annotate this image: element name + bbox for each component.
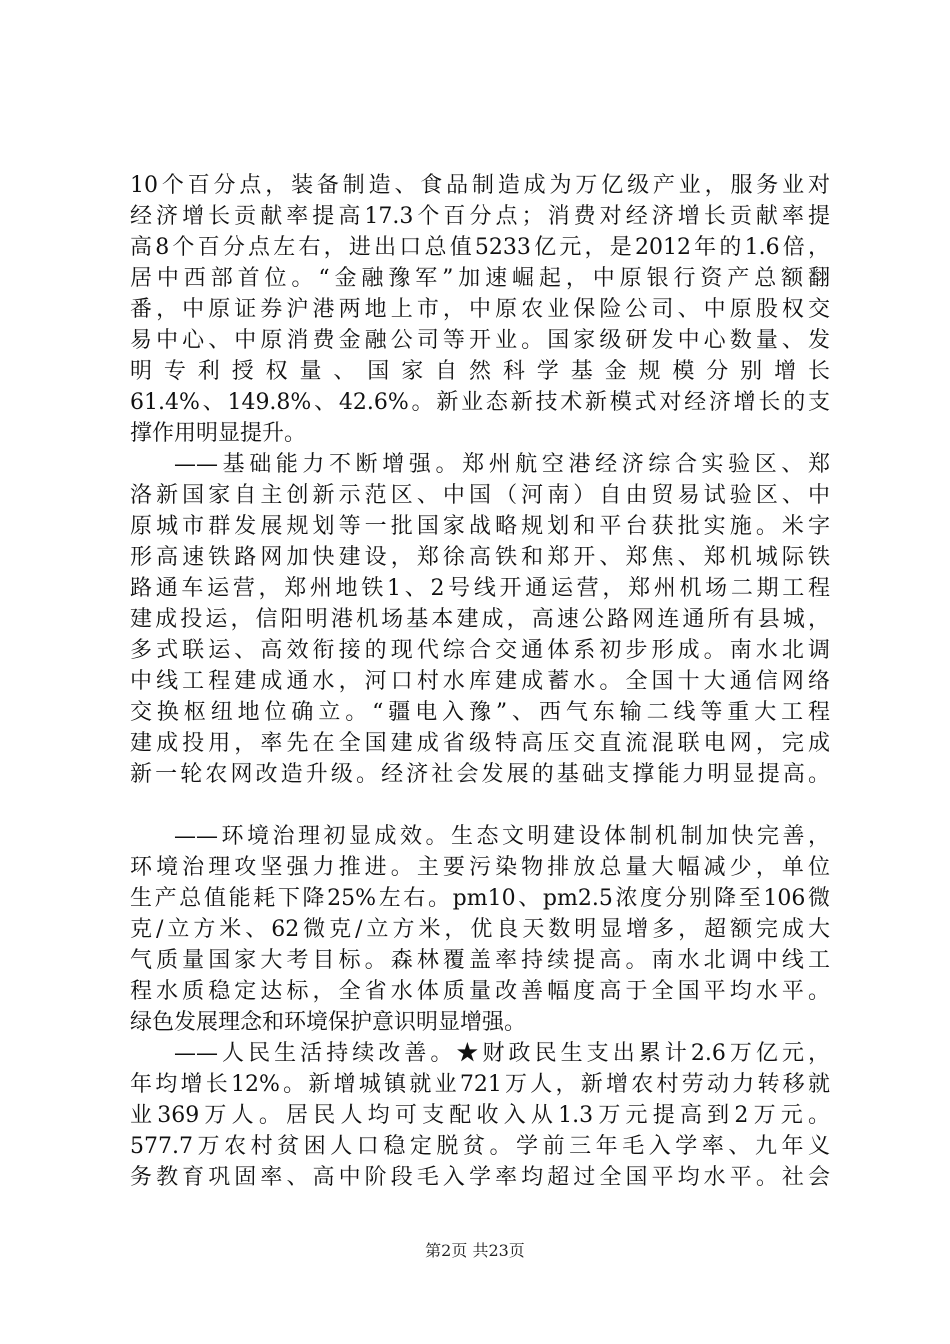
text-line: 气质量国家大考目标。森林覆盖率持续提高。南水北调中线工	[130, 948, 830, 973]
text-line: 程水质稳定达标，全省水体质量改善幅度高于全国平均水平。	[130, 979, 830, 1004]
text-line: 路通车运营，郑州地铁1、2号线开通运营，郑州机场二期工程	[130, 576, 830, 601]
text-line: 克/立方米、62微克/立方米，优良天数明显增多，超额完成大	[130, 917, 830, 942]
text-line: 交换枢纽地位确立。“疆电入豫”、西气东输二线等重大工程	[130, 700, 830, 725]
paragraph-start-line: ——环境治理初显成效。生态文明建设体制机制加快完善，	[174, 824, 830, 849]
text-line: 番，中原证券沪港两地上市，中原农业保险公司、中原股权交	[130, 297, 830, 322]
paragraph-gap	[130, 790, 830, 821]
text-line: 10个百分点，装备制造、食品制造成为万亿级产业，服务业对	[130, 173, 830, 198]
text-line: 撑作用明显提升。	[130, 421, 307, 446]
text-line: 高8个百分点左右，进出口总值5233亿元，是2012年的1.6倍，	[130, 235, 830, 260]
text-line: 61.4%、149.8%、42.6%。新业态新技术新模式对经济增长的支	[130, 390, 830, 415]
paragraph-start-line: ——基础能力不断增强。郑州航空港经济综合实验区、郑	[174, 452, 830, 477]
text-line: 经济增长贡献率提高17.3个百分点；消费对经济增长贡献率提	[130, 204, 830, 229]
text-line: 绿色发展理念和环境保护意识明显增强。	[130, 1010, 527, 1035]
text-line: 原城市群发展规划等一批国家战略规划和平台获批实施。米字	[130, 514, 830, 539]
text-line: 多式联运、高效衔接的现代综合交通体系初步形成。南水北调	[130, 638, 830, 663]
paragraph-start-line: ——人民生活持续改善。★财政民生支出累计2.6万亿元，	[174, 1041, 830, 1066]
text-line: 洛新国家自主创新示范区、中国（河南）自由贸易试验区、中	[130, 483, 830, 508]
text-line: 易中心、中原消费金融公司等开业。国家级研发中心数量、发	[130, 328, 830, 353]
text-line: 形高速铁路网加快建设，郑徐高铁和郑开、郑焦、郑机城际铁	[130, 545, 830, 570]
text-line: 居中西部首位。“金融豫军”加速崛起，中原银行资产总额翻	[130, 266, 830, 291]
text-line: 建成投运，信阳明港机场基本建成，高速公路网连通所有县城，	[130, 607, 830, 632]
document-body	[130, 170, 830, 1193]
text-line: 577.7万农村贫困人口稳定脱贫。学前三年毛入学率、九年义	[130, 1134, 830, 1159]
text-line: 务教育巩固率、高中阶段毛入学率均超过全国平均水平。社会	[130, 1165, 830, 1190]
text-line: 新一轮农网改造升级。经济社会发展的基础支撑能力明显提高。	[130, 762, 830, 787]
text-line: 业369万人。居民人均可支配收入从1.3万元提高到2万元。	[130, 1103, 830, 1128]
text-line: 中线工程建成通水，河口村水库建成蓄水。全国十大通信网络	[130, 669, 830, 694]
text-line: 环境治理攻坚强力推进。主要污染物排放总量大幅减少，单位	[130, 855, 830, 880]
text-line: 建成投用，率先在全国建成省级特高压交直流混联电网，完成	[130, 731, 830, 756]
page-number-footer: 第2页 共23页	[425, 1241, 525, 1260]
text-line: 生产总值能耗下降25%左右。pm10、pm2.5浓度分别降至106微	[130, 886, 830, 911]
text-line: 明专利授权量、国家自然科学基金规模分别增长	[130, 359, 830, 384]
text-line: 年均增长12%。新增城镇就业721万人，新增农村劳动力转移就	[130, 1072, 830, 1097]
